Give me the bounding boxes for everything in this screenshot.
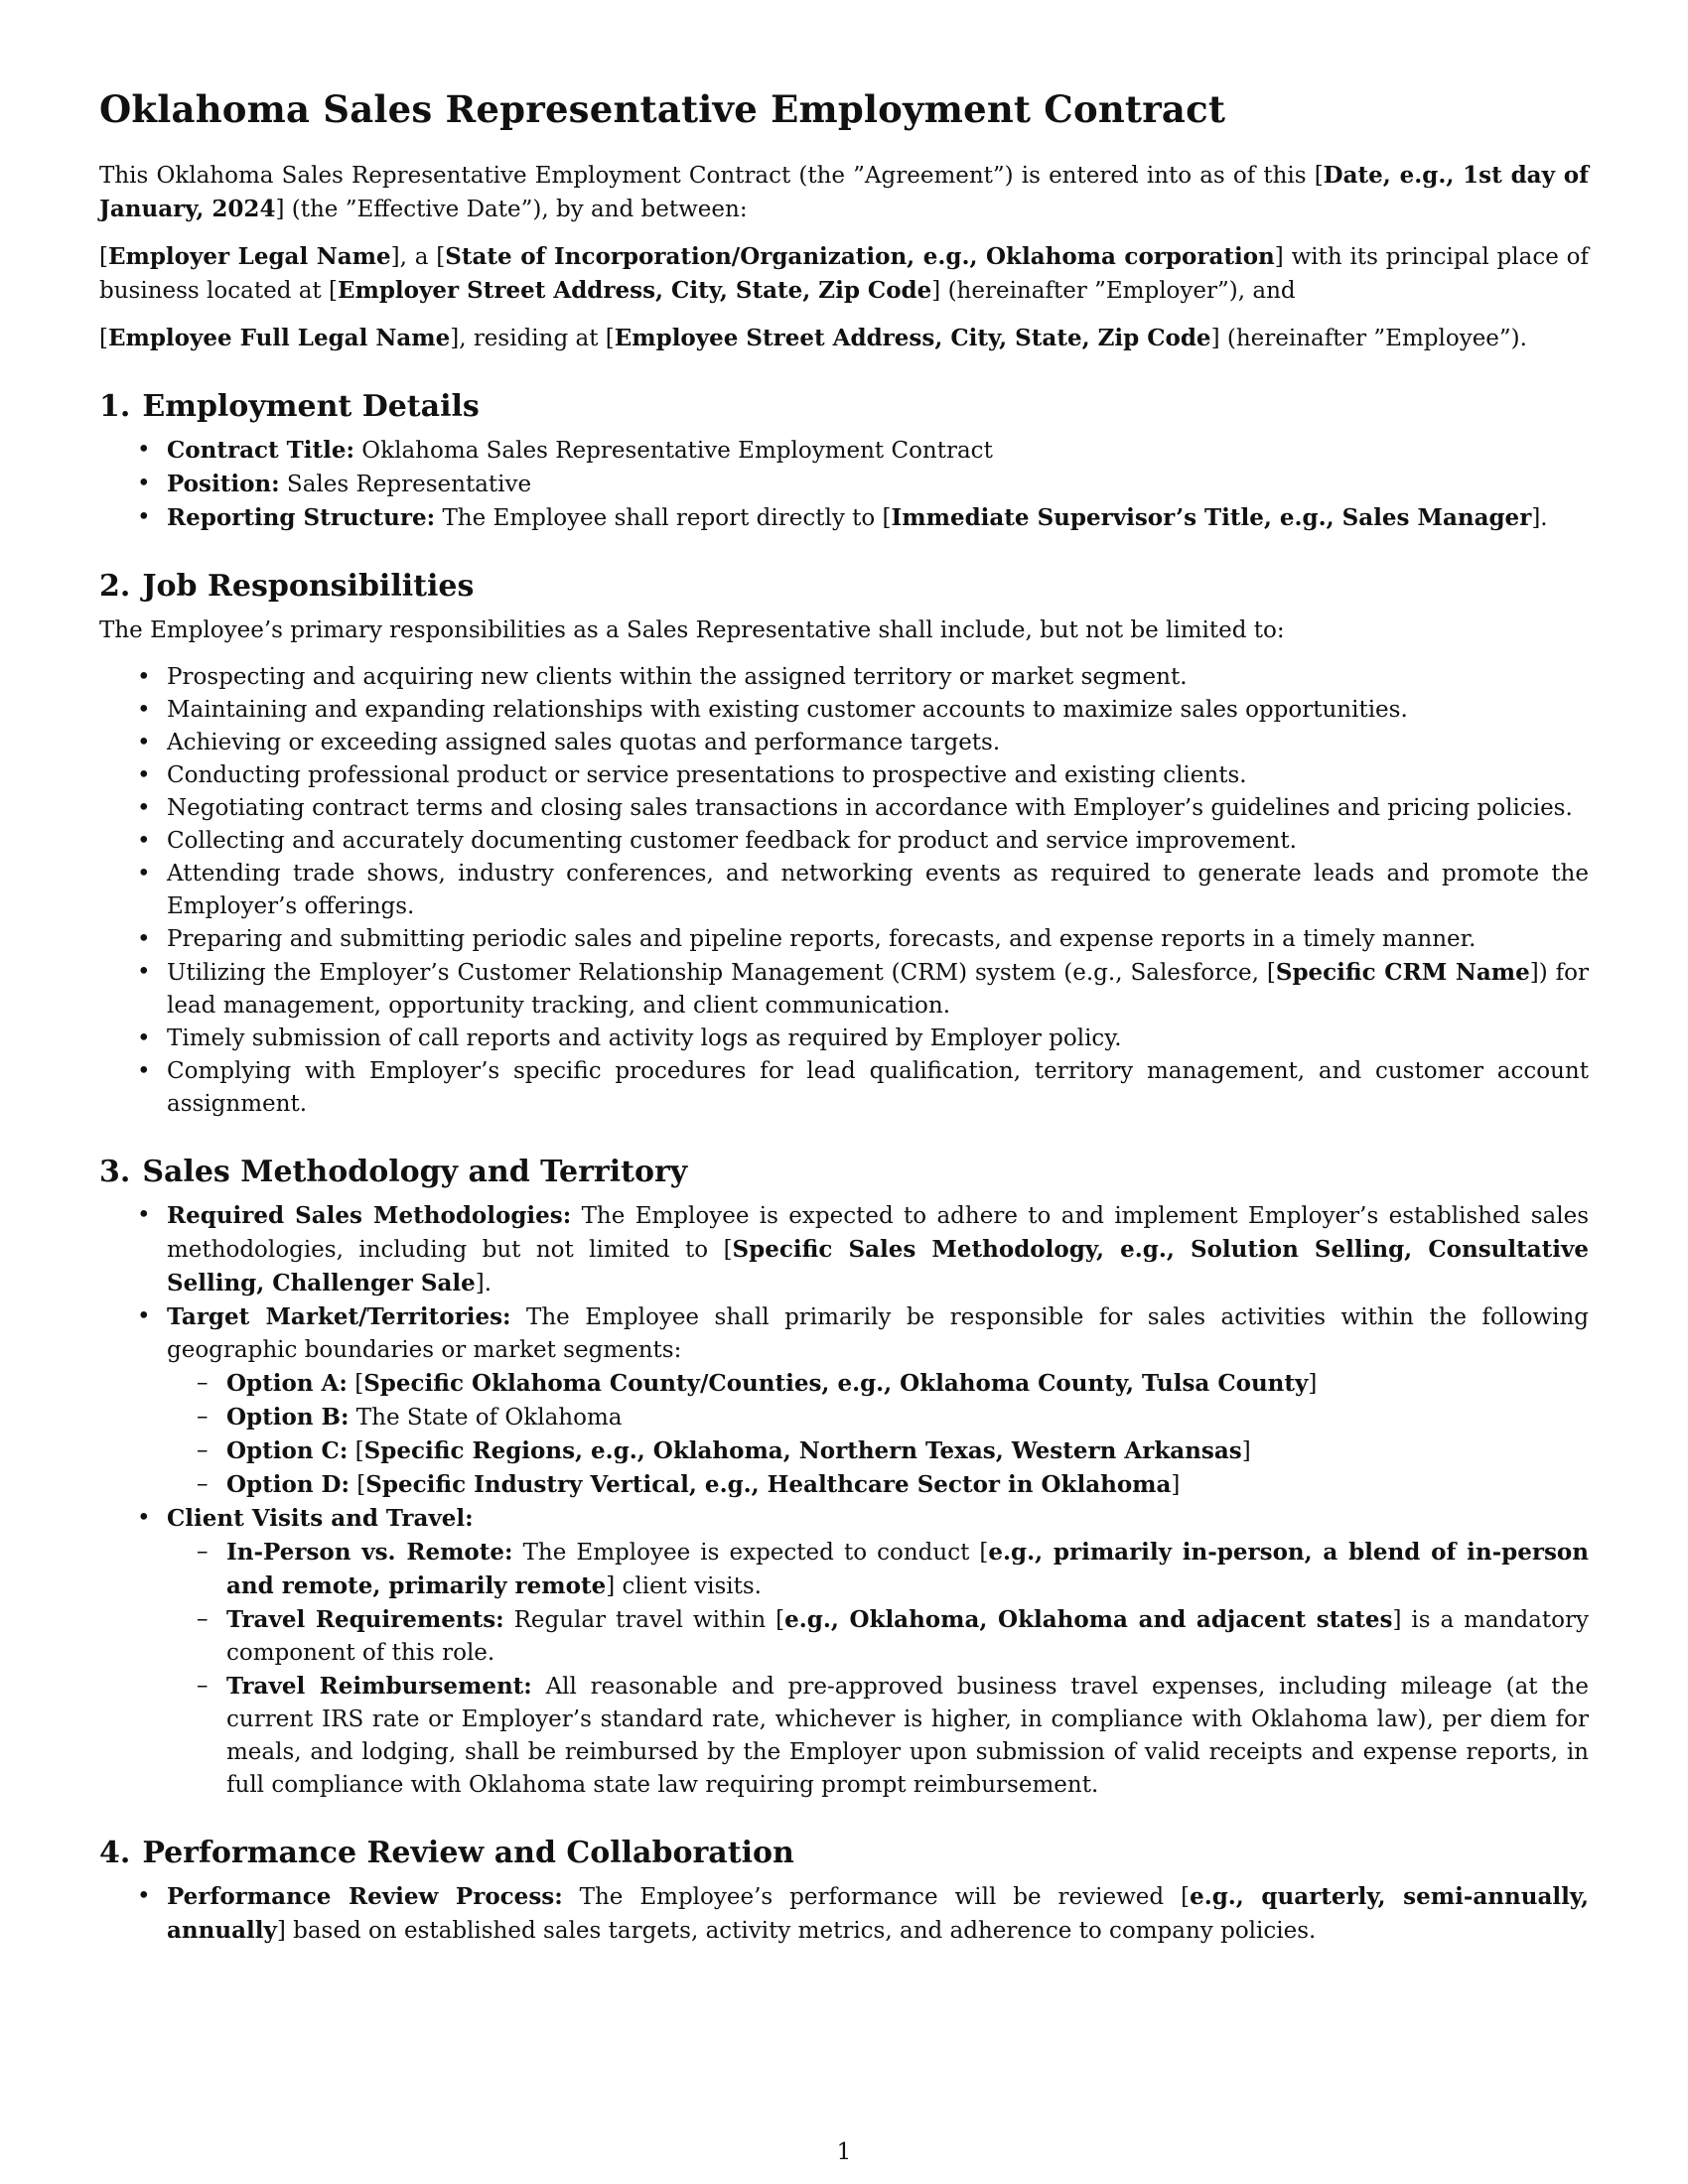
list-item: • Preparing and submitting periodic sales and pipeline reports, forecasts, and expense reports in a timely manner. [99,923,1589,956]
job-responsibilities-list [99,661,1589,1121]
list-item: • Attending trade shows, industry conferences, and networking events as required to generate leads and promote the Employer’s offerings. [99,858,1589,923]
job-responsibilities-intro: The Employee’s primary responsibilities as a Sales Representative shall include, but not be limited to: [99,617,1285,643]
placeholder-employer-name: Employer Legal Name [107,243,391,270]
territory-options-list [167,1367,1589,1502]
list-item: – Travel Reimbursement: All reasonable and pre-approved business travel expenses, including mileage (at the current IRS rate or Employer’s standard rate, whichever is higher, in compliance with Oklahoma law), per diem for meals, and lodging, shall be reimbursed by the Employer upon submission of valid receipts and expense reports, in full compliance with Oklahoma state law requiring prompt reimbursement. [167,1670,1589,1802]
page-number: 1 [836,2139,852,2165]
placeholder-employer-address: Employer Street Address, City, State, Zip Code [337,277,932,304]
section-heading-job-responsibilities: 2. Job Responsibilities [99,569,475,604]
section-heading-performance-review: 4. Performance Review and Collaboration [99,1836,794,1870]
document-title: Oklahoma Sales Representative Employment Contract [99,87,1226,131]
list-item: – Travel Requirements: Regular travel within [e.g., Oklahoma, Oklahoma and adjacent states] is a mandatory component of this role. [167,1603,1589,1670]
intro-paragraph-employer: [Employer Legal Name], a [State of Incorporation/Organization, e.g., Oklahoma corporation] with its principal place of business located at [Employer Street Address, City, State, Zip Code] (hereinafter ”Employer”), and [99,243,1590,304]
section-heading-employment-details: 1. Employment Details [99,389,480,424]
list-item: – Option A: [Specific Oklahoma County/Counties, e.g., Oklahoma County, Tulsa County] [167,1367,1589,1401]
list-item: • Client Visits and Travel: – In-Person vs. Remote: The Employee is expected to conduct [e.g., primarily in-person, a blend of in-person and remote, primarily remote] client visits. – Travel Requirements: Regular travel within [e.g., Oklahoma, Oklahoma and adjacent states] is a mandatory component of this role. – Travel Reimbursement: All reasonable and pre-approved business travel expenses, including mileage (at the current IRS rate or Employer’s standard rate, whichever is higher, in compliance with Oklahoma law), per diem for meals, and lodging, shall be reimbursed by the Employer upon submission of valid receipts and expense reports, in full compliance with Oklahoma state law requiring prompt reimbursement. [99,1502,1589,1802]
employment-details-list [99,434,1589,535]
list-item: • Conducting professional product or service presentations to prospective and existing clients. [99,759,1589,792]
list-item: – Option C: [Specific Regions, e.g., Oklahoma, Northern Texas, Western Arkansas] [167,1434,1589,1468]
list-item: • Maintaining and expanding relationships with existing customer accounts to maximize sales opportunities. [99,694,1589,727]
performance-review-list [99,1880,1589,1948]
placeholder-employee-name: Employee Full Legal Name [107,325,451,351]
list-item: – Option D: [Specific Industry Vertical, e.g., Healthcare Sector in Oklahoma] [167,1468,1589,1502]
list-item: • Position: Sales Representative [99,468,1589,501]
placeholder-date: Date, e.g., 1st day of January, 2024 [99,162,1589,222]
placeholder-state: State of Incorporation/Organization, e.g., Oklahoma corporation [445,243,1275,270]
list-item: • Prospecting and acquiring new clients within the assigned territory or market segment. [99,661,1589,694]
list-item: • Collecting and accurately documenting customer feedback for product and service improvement. [99,825,1589,858]
section-heading-sales-methodology: 3. Sales Methodology and Territory [99,1155,688,1189]
list-item: – In-Person vs. Remote: The Employee is expected to conduct [e.g., primarily in-person, a blend of in-person and remote, primarily remote] client visits. [167,1536,1589,1603]
intro-paragraph-agreement: This Oklahoma Sales Representative Employment Contract (the ”Agreement”) is entered into as of this [Date, e.g., 1st day of January, 2024] (the ”Effective Date”), by and between: [99,162,1589,222]
sales-methodology-list [99,1199,1589,1802]
list-item: • Complying with Employer’s specific procedures for lead qualification, territory management, and customer account assignment. [99,1055,1589,1121]
list-item: – Option B: The State of Oklahoma [167,1401,1589,1434]
document-body [99,87,1589,1948]
list-item: • Performance Review Process: The Employee’s performance will be reviewed [e.g., quarterly, semi-annually, annually] based on established sales targets, activity metrics, and adherence to company policies. [99,1880,1589,1948]
intro-paragraph-employee: [Employee Full Legal Name], residing at [Employee Street Address, City, State, Zip Code] (hereinafter ”Employee”). [99,325,1527,351]
placeholder-employee-address: Employee Street Address, City, State, Zip Code [614,325,1211,351]
travel-list [167,1536,1589,1802]
list-item: • Required Sales Methodologies: The Employee is expected to adhere to and implement Employer’s established sales methodologies, including but not limited to [Specific Sales Methodology, e.g., Solution Selling, Consultative Selling, Challenger Sale]. [99,1199,1589,1300]
list-item: • Reporting Structure: The Employee shall report directly to [Immediate Supervisor’s Title, e.g., Sales Manager]. [99,501,1589,535]
list-item: • Negotiating contract terms and closing sales transactions in accordance with Employer’s guidelines and pricing policies. [99,792,1589,825]
list-item: • Achieving or exceeding assigned sales quotas and performance targets. [99,727,1589,759]
list-item: • Contract Title: Oklahoma Sales Representative Employment Contract [99,434,1589,468]
list-item: • Target Market/Territories: The Employee shall primarily be responsible for sales activities within the following geographic boundaries or market segments: – Option A: [Specific Oklahoma County/Counties, e.g., Oklahoma County, Tulsa County] – Option B: The State of Oklahoma – Option C: [Specific Regions, e.g., Oklahoma, Northern Texas, Western Arkansas] – Option D: [Specific Industry Vertical, e.g., Healthcare Sector in Oklahoma] [99,1300,1589,1502]
list-item: • Utilizing the Employer’s Customer Relationship Management (CRM) system (e.g., Salesforce, [Specific CRM Name]) for lead management, opportunity tracking, and client communication. [99,956,1589,1023]
list-item: • Timely submission of call reports and activity logs as required by Employer policy. [99,1023,1589,1055]
